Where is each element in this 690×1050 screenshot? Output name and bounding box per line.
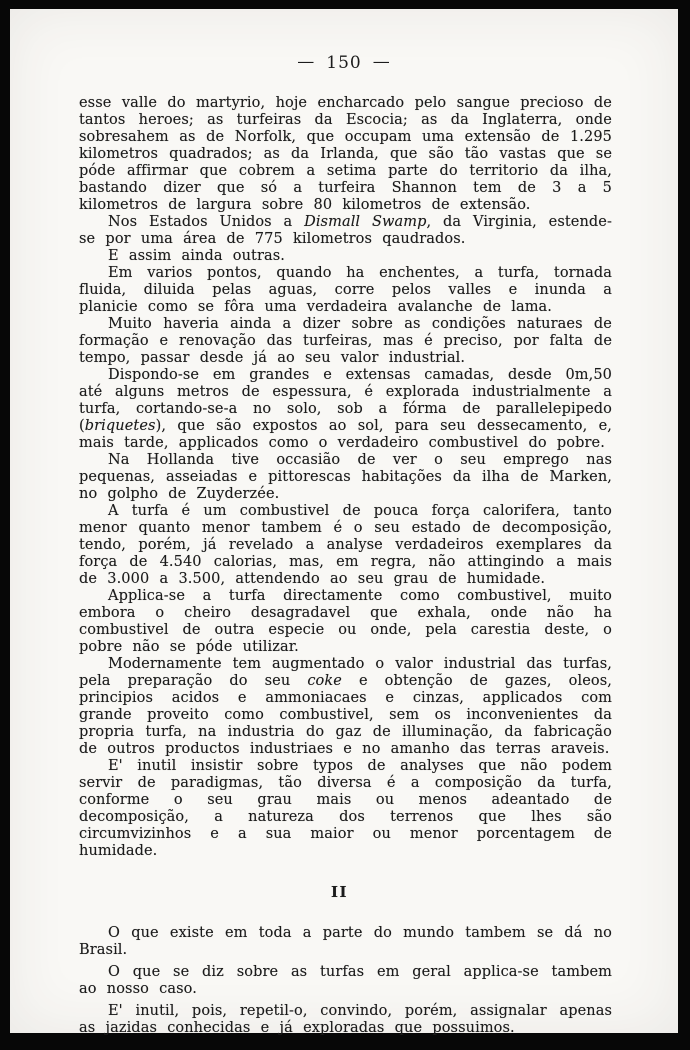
text-run: esse valle do martyrio, hoje encharcado pelo sangue precioso de tantos heroes; as turfeiras da Escocia; as da Inglaterra, onde sobresahem as de Norfolk, que occupam uma extensão de 1.295 kilometros quadrados; as da Irlanda, que são tão vastas que se póde affirmar que cobrem a setima parte do territorio da ilha, bastando dizer que só a turfeira Shannon tem de 3 a 5 kilometros de largura sobre 80 kilometros de extensão. bbox=[79, 95, 612, 213]
text-block bbox=[79, 95, 612, 1037]
header-dash-left: — bbox=[297, 52, 316, 72]
text-run: E' inutil insistir sobre typos de analyses que não podem servir de paradigmas, tão diversa é a composição da turfa, conforme o seu grau mais ou menos adeantado de decomposição, a natureza dos terrenos que lhes são circumvizinhos e a sua maior ou menor porcentagem de humidade. bbox=[79, 758, 612, 859]
section-2-paragraphs bbox=[79, 925, 612, 1037]
page-header bbox=[10, 53, 678, 73]
paragraph bbox=[79, 964, 612, 998]
italic-text-run: coke bbox=[307, 673, 342, 689]
text-run: Nos Estados Unidos a bbox=[108, 214, 305, 230]
text-run: O que se diz sobre as turfas em geral applica-se tambem ao nosso caso. bbox=[79, 964, 612, 997]
section-heading: II bbox=[330, 883, 349, 901]
text-run: E' inutil, pois, repetil-o, convindo, porém, assignalar apenas as jazidas conhecidas e já exploradas que possuimos. bbox=[79, 1003, 612, 1036]
paragraph bbox=[79, 265, 612, 316]
text-run: O que existe em toda a parte do mundo tambem se dá no Brasil. bbox=[79, 925, 612, 958]
italic-text-run: Dismall Swamp bbox=[304, 214, 427, 230]
text-run: ), que são expostos ao sol, para seu dessecamento, e, mais tarde, applicados como o verdadeiro combustivel do pobre. bbox=[79, 418, 612, 451]
paragraph bbox=[79, 758, 612, 860]
text-run: Modernamente tem augmentado o valor industrial das turfas, pela preparação do seu bbox=[79, 656, 612, 689]
paragraph bbox=[79, 925, 612, 959]
text-run: E assim ainda outras. bbox=[108, 248, 285, 264]
paragraph bbox=[79, 656, 612, 758]
paragraph bbox=[79, 503, 612, 588]
text-run: , da Virginia, estende-se por uma área de 775 kilometros qaudrados. bbox=[79, 214, 612, 247]
paragraph bbox=[79, 367, 612, 452]
header-dash-right: — bbox=[372, 52, 391, 72]
italic-text-run: briquetes bbox=[84, 418, 156, 434]
paragraph bbox=[79, 214, 612, 248]
text-run: A turfa é um combustivel de pouca força calorifera, tanto menor quanto menor tambem é o seu estado de decomposição, tendo, porém, já revelado a analyse verdadeiros exemplares da força de 4.540 calorias, mas, em regra, não attingindo a mais de 3.000 a 3.500, attendendo ao seu grau de humidade. bbox=[79, 503, 612, 587]
paragraph bbox=[79, 452, 612, 503]
text-run: Na Hollanda tive occasião de ver o seu emprego nas pequenas, asseiadas e pittorescas habitações da ilha de Marken, no golpho de Zuyderzée. bbox=[79, 452, 612, 502]
paragraph bbox=[79, 95, 612, 214]
paragraph bbox=[79, 1003, 612, 1037]
paragraph bbox=[79, 588, 612, 656]
text-run: Dispondo-se em grandes e extensas camadas, desde 0m,50 até alguns metros de espessura, é explorada industrialmente a turfa, cortando-se-a no solo, sob a fórma de parallelepipedo ( bbox=[79, 367, 612, 434]
paragraph bbox=[79, 248, 612, 265]
text-run: e obtenção de gazes, oleos, principios acidos e ammoniacaes e cinzas, applicados com grande proveito como combustivel, sem os inconvenientes da propria turfa, na industria do gaz de illuminação, da fabricação de outros productos industriaes e no amanho das terras araveis. bbox=[79, 673, 612, 757]
section-1-paragraphs bbox=[79, 95, 612, 860]
text-run: Muito haveria ainda a dizer sobre as condições naturaes de formação e renovação das turfeiras, mas é preciso, por falta de tempo, passar desde já ao seu valor industrial. bbox=[79, 316, 612, 366]
paragraph bbox=[79, 316, 612, 367]
page-number: 150 bbox=[326, 53, 362, 73]
book-page bbox=[10, 9, 678, 1036]
text-run: Em varios pontos, quando ha enchentes, a turfa, tornada fluida, diluida pelas aguas, corre pelos valles e inunda a planicie como se fôra uma verdadeira avalanche de lama. bbox=[79, 265, 612, 315]
text-run: Applica-se a turfa directamente como combustivel, muito embora o cheiro desagradavel que exhala, onde não ha combustivel de outra especie ou onde, pela carestia deste, o pobre não se póde utilizar. bbox=[79, 588, 612, 655]
